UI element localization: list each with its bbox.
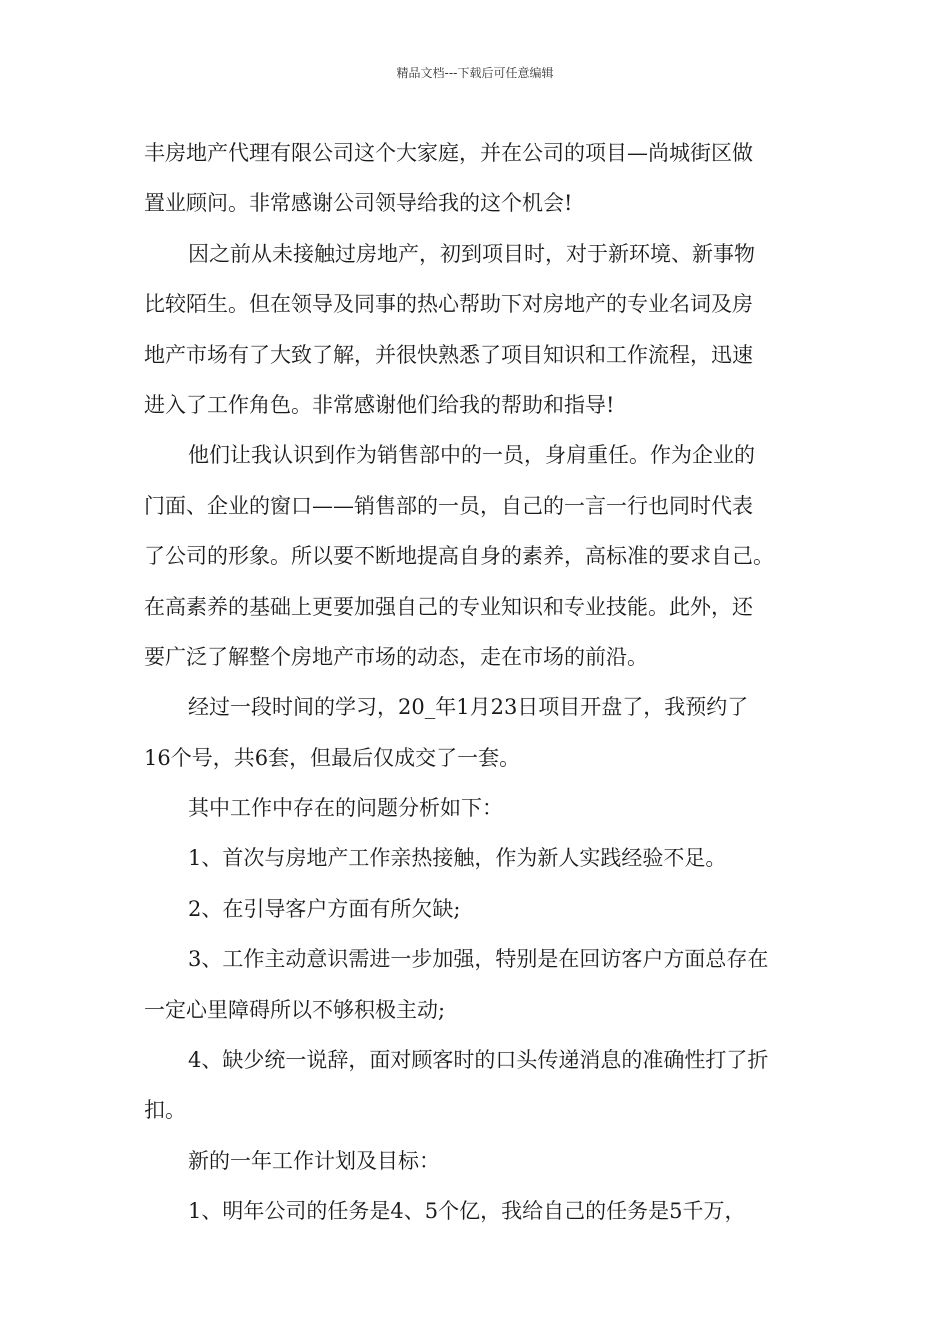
text-line: 其中工作中存在的问题分析如下： [188,796,503,821]
list-item: 3、工作主动意识需进一步加强，特别是在回访客户方面总存在 [188,947,769,972]
text-line: 16个号，共6套，但最后仅成交了一套。 [144,745,521,770]
list-item: 1、明年公司的任务是4、5个亿，我给自己的任务是5千万， [188,1199,746,1224]
text-line: 置业顾问。非常感谢公司领导给我的这个机会! [144,191,573,216]
text-line: 丰房地产代理有限公司这个大家庭，并在公司的项目—尚城街区做 [144,141,753,165]
list-item: 1、首次与房地产工作亲热接触，作为新人实践经验不足。 [188,846,727,871]
text-line: 在高素养的基础上更要加强自己的专业知识和专业技能。此外，还 [144,594,753,619]
text-line: 经过一段时间的学习，20_年1月23日项目开盘了，我预约了 [188,695,749,720]
text-line: 进入了工作角色。非常感谢他们给我的帮助和指导! [144,392,615,417]
list-item: 4、缺少统一说辞，面对顾客时的口头传递消息的准确性打了折 [188,1048,769,1073]
document-body [144,128,809,1237]
text-line: 地产市场有了大致了解，并很快熟悉了项目知识和工作流程，迅速 [144,342,753,367]
text-line: 他们让我认识到作为销售部中的一员，身肩重任。作为企业的 [188,443,755,468]
page-header: 精品文档---下载后可任意编辑 [396,66,554,80]
text-line: 要广泛了解整个房地产市场的动态，走在市场的前沿。 [144,644,648,669]
text-line: 一定心里障碍所以不够积极主动; [144,997,446,1022]
text-line: 新的一年工作计划及目标： [188,1148,440,1173]
text-line: 比较陌生。但在领导及同事的热心帮助下对房地产的专业名词及房 [144,292,753,317]
text-line: 了公司的形象。所以要不断地提高自身的素养，高标准的要求自己。 [144,544,774,569]
text-line: 扣。 [144,1098,186,1123]
text-line: 因之前从未接触过房地产，初到项目时，对于新环境、新事物 [188,241,755,266]
text-line: 门面、企业的窗口——销售部的一员，自己的一言一行也同时代表 [144,493,753,518]
list-item: 2、在引导客户方面有所欠缺; [188,896,461,921]
